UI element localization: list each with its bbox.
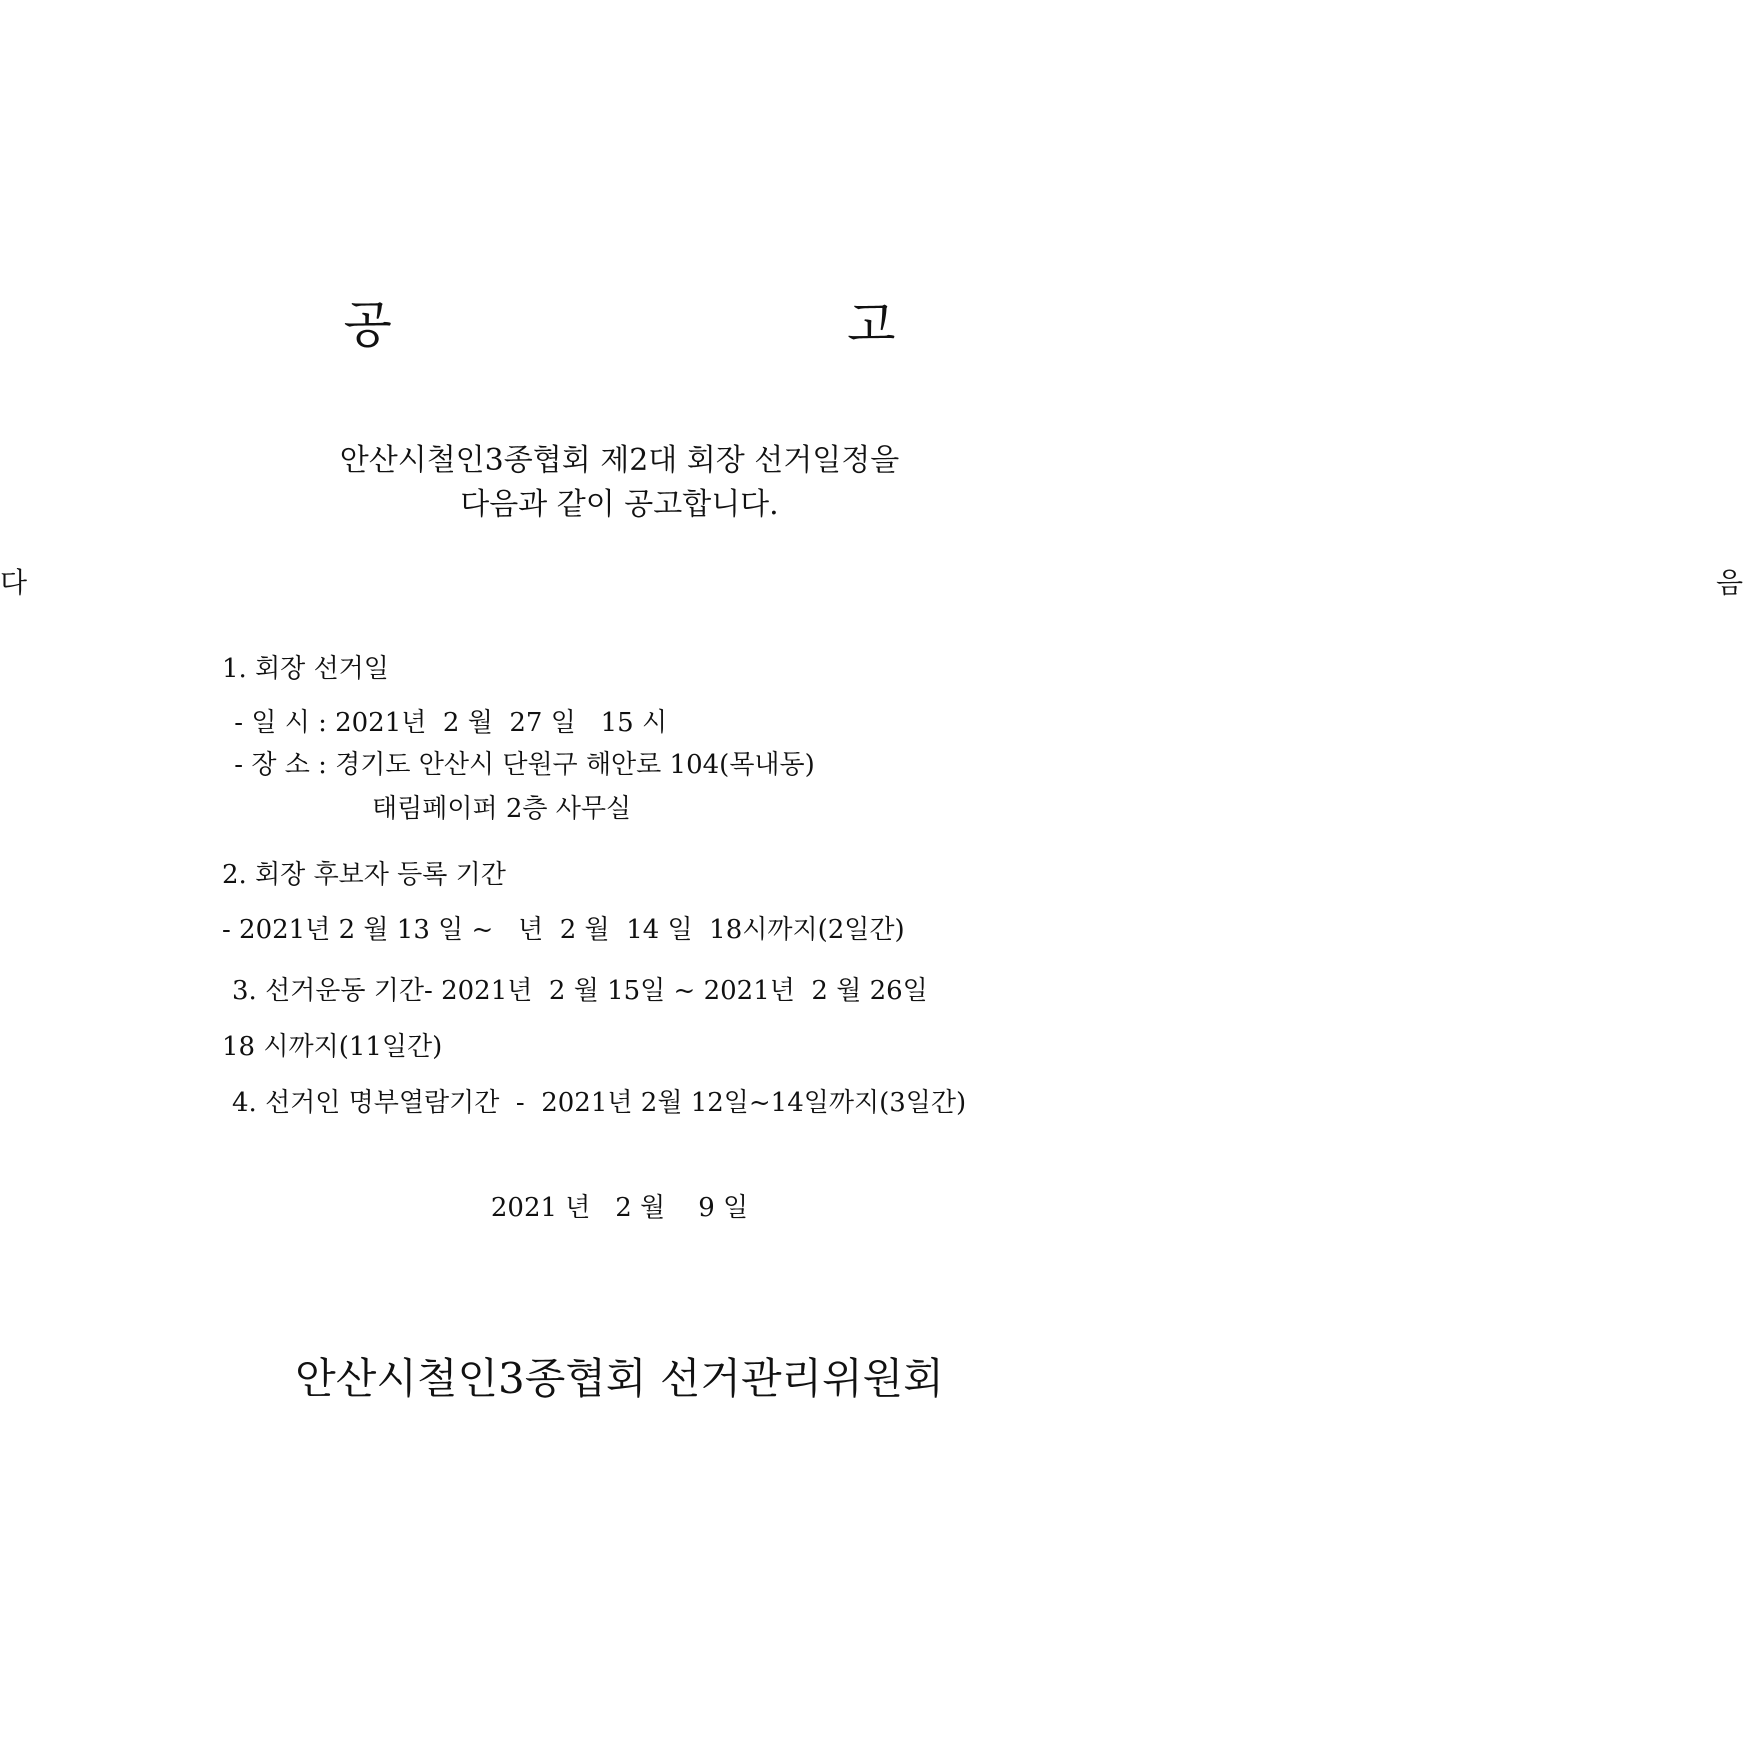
item-3-line-2: 18 시까지(11일간): [222, 1032, 443, 1062]
item-2-heading: 2. 회장 후보자 등록 기간: [222, 860, 506, 890]
section-label: 다 음: [0, 566, 1743, 599]
item-1-time: - 일 시 : 2021년 2 월 27 일 15 시: [226, 708, 668, 738]
intro-line-1: 안산시철인3종협회 제2대 회장 선거일정을: [339, 443, 900, 478]
notice-title: 공 고: [343, 296, 896, 354]
item-1-place-detail: 태림페이퍼 2층 사무실: [372, 794, 632, 824]
notice-date: 2021 년 2 월 9 일: [490, 1193, 749, 1223]
item-3-line-1: 3. 선거운동 기간- 2021년 2 월 15일 ~ 2021년 2 월 26일: [232, 976, 928, 1006]
item-1-place: - 장 소 : 경기도 안산시 단원구 해안로 104(목내동): [226, 750, 815, 780]
item-2-period: - 2021년 2 월 13 일 ~ 년 2 월 14 일 18시까지(2일간): [222, 915, 905, 945]
organization-name: 안산시철인3종협회 선거관리위원회: [295, 1354, 944, 1403]
item-1-heading: 1. 회장 선거일: [222, 654, 389, 684]
intro-line-2: 다음과 같이 공고합니다.: [460, 487, 779, 522]
item-4-line: 4. 선거인 명부열람기간 - 2021년 2월 12일~14일까지(3일간): [232, 1088, 967, 1118]
